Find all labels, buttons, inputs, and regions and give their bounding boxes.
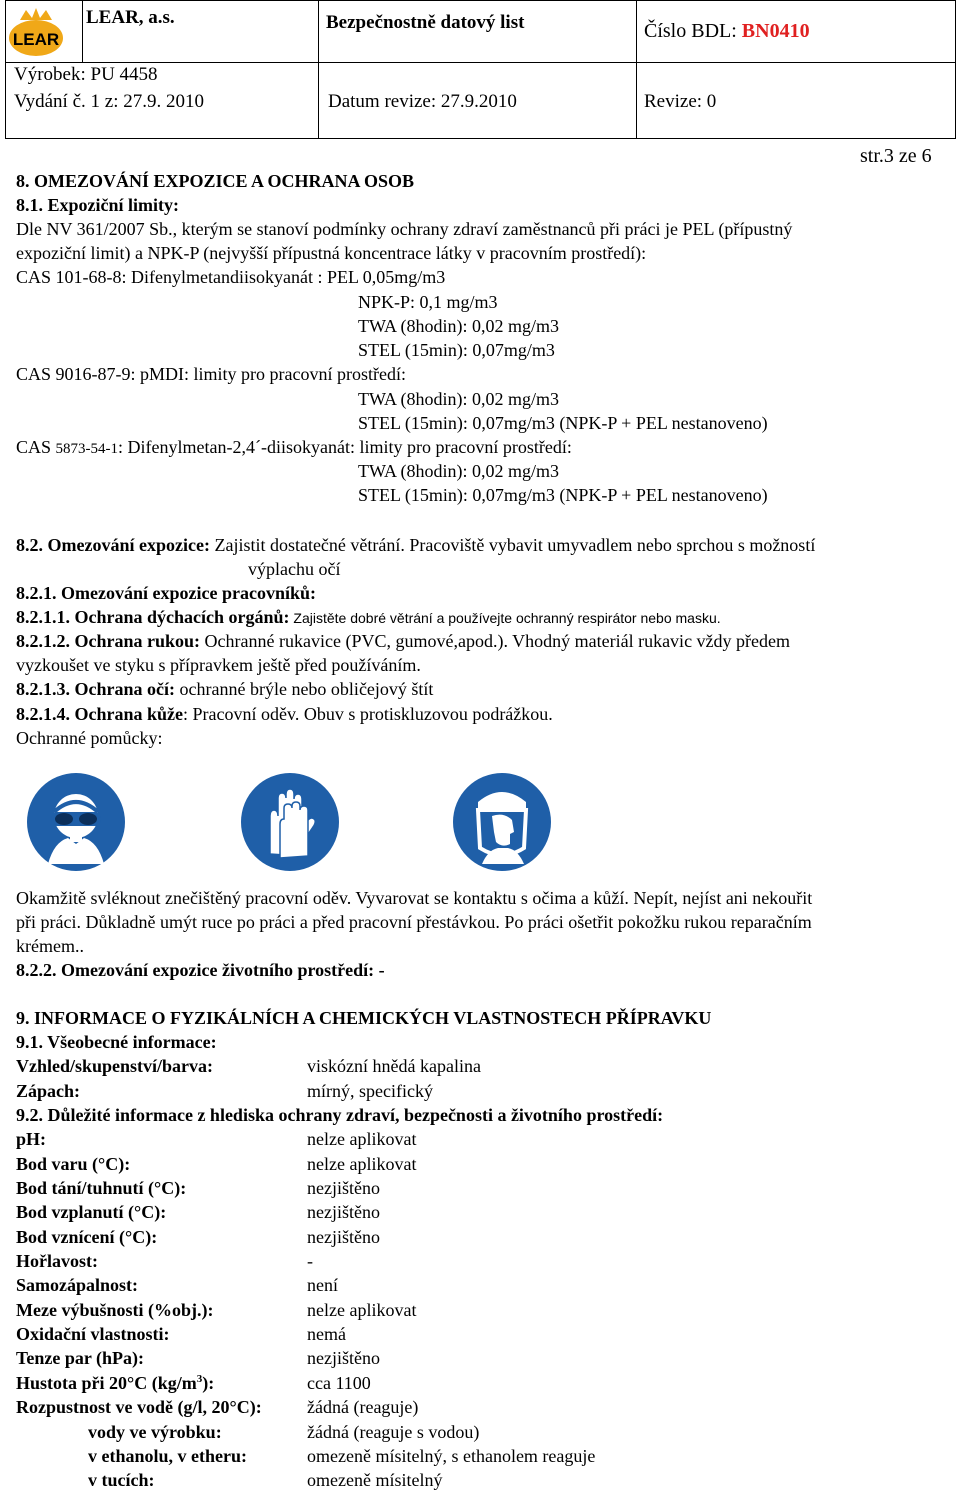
section-8-2-1-1: 8.2.1.1. Ochrana dýchacích orgánů: Zajistěte dobré větrání a používejte ochranný respirátor nebo masku. bbox=[16, 607, 721, 627]
cas-5873-54-1: CAS 5873-54-1: Difenylmetan-2,4´-diisokyanát: limity pro pracovní prostředí: bbox=[16, 437, 572, 457]
property-label: Vzhled/skupenství/barva: bbox=[16, 1056, 214, 1076]
limit-value: TWA (8hodin): 0,02 mg/m3 bbox=[358, 461, 559, 481]
intro-line: Dle NV 361/2007 Sb., kterým se stanoví podmínky ochrany zdraví zaměstnanců při práci je PEL (přípustný bbox=[16, 219, 793, 239]
bdl-number: Číslo BDL: BN0410 bbox=[644, 20, 810, 42]
section-8-2-1: 8.2.1. Omezování expozice pracovníků: bbox=[16, 583, 316, 603]
section-8-2-1-2: 8.2.1.2. Ochrana rukou: Ochranné rukavice (PVC, gumové,apod.). Vhodný materiál rukavic vždy předem bbox=[16, 631, 791, 651]
property-label: Hořlavost: bbox=[16, 1251, 98, 1271]
face-shield-icon bbox=[452, 772, 552, 872]
property-value: nezjištěno bbox=[307, 1202, 380, 1222]
limit-value: STEL (15min): 0,07mg/m3 (NPK-P + PEL nestanoveno) bbox=[358, 413, 768, 433]
limit-value: TWA (8hodin): 0,02 mg/m3 bbox=[358, 389, 559, 409]
section-9-1-title: 9.1. Všeobecné informace: bbox=[16, 1032, 217, 1052]
limit-value: STEL (15min): 0,07mg/m3 (NPK-P + PEL nestanoveno) bbox=[358, 485, 768, 505]
property-value: - bbox=[307, 1251, 313, 1271]
handling-text: při práci. Důkladně umýt ruce po práci a před pracovní přestávkou. Po práci ošetřit pokožku rukou reparačním bbox=[16, 912, 812, 932]
section-8-2-1-2-cont: vyzkoušet ve styku s přípravkem ještě před používáním. bbox=[16, 655, 421, 675]
handling-text: krémem.. bbox=[16, 936, 84, 956]
property-value: cca 1100 bbox=[307, 1373, 371, 1393]
property-label: Bod varu (°C): bbox=[16, 1154, 131, 1174]
property-label: v tucích: bbox=[88, 1470, 155, 1490]
property-label: Meze výbušnosti (%obj.): bbox=[16, 1300, 214, 1320]
limit-value: TWA (8hodin): 0,02 mg/m3 bbox=[358, 316, 559, 336]
document-title: Bezpečnostně datový list bbox=[326, 12, 525, 33]
property-label: Bod vznícení (°C): bbox=[16, 1227, 158, 1247]
eye-protection-icon bbox=[26, 772, 126, 872]
property-value: žádná (reaguje) bbox=[307, 1397, 419, 1417]
section-8-1-title: 8.1. Expoziční limity: bbox=[16, 195, 179, 215]
limit-value: NPK-P: 0,1 mg/m3 bbox=[358, 292, 498, 312]
section-8-2-1-4: 8.2.1.4. Ochrana kůže: Pracovní oděv. Obuv s protiskluzovou podrážkou. bbox=[16, 704, 553, 724]
property-label: vody ve výrobku: bbox=[88, 1422, 222, 1442]
section-8-title: 8. OMEZOVÁNÍ EXPOZICE A OCHRANA OSOB bbox=[16, 171, 415, 191]
property-value: nemá bbox=[307, 1324, 346, 1344]
intro-line: expoziční limit) a NPK-P (nejvyšší přípustná koncentrace látky v pracovním prostředí): bbox=[16, 243, 647, 263]
page-number: str.3 ze 6 bbox=[860, 145, 932, 167]
protective-aids-label: Ochranné pomůcky: bbox=[16, 728, 163, 748]
hand-protection-icon bbox=[240, 772, 340, 872]
property-value: nezjištěno bbox=[307, 1348, 380, 1368]
property-label: pH: bbox=[16, 1129, 47, 1149]
property-label: v ethanolu, v etheru: bbox=[88, 1446, 247, 1466]
section-8-2: 8.2. Omezování expozice: Zajistit dostatečné větrání. Pracoviště vybavit umyvadlem nebo sprchou s možností bbox=[16, 535, 816, 555]
property-value: není bbox=[307, 1275, 338, 1295]
property-value: nezjištěno bbox=[307, 1227, 380, 1247]
property-label: Bod vzplanutí (°C): bbox=[16, 1202, 167, 1222]
handling-text: Okamžitě svléknout znečištěný pracovní oděv. Vyvarovat se kontaktu s očima a kůží. Nepít, nejíst ani nekouřit bbox=[16, 888, 813, 908]
property-label: Rozpustnost ve vodě (g/l, 20°C): bbox=[16, 1397, 262, 1417]
revision-date: Datum revize: 27.9.2010 bbox=[328, 91, 517, 112]
property-value: nelze aplikovat bbox=[307, 1300, 417, 1320]
issue-date: Vydání č. 1 z: 27.9. 2010 bbox=[14, 91, 204, 112]
company-name: LEAR, a.s. bbox=[86, 7, 175, 28]
property-label: Zápach: bbox=[16, 1081, 81, 1101]
cas-9016-87-9: CAS 9016-87-9: pMDI: limity pro pracovní prostředí: bbox=[16, 364, 406, 384]
property-value: nelze aplikovat bbox=[307, 1129, 417, 1149]
property-value: mírný, specifický bbox=[307, 1081, 433, 1101]
property-label: Samozápalnost: bbox=[16, 1275, 139, 1295]
section-9-2-title: 9.2. Důležité informace z hlediska ochrany zdraví, bezpečnosti a životního prostředí: bbox=[16, 1105, 664, 1125]
cas-101-68-8: CAS 101-68-8: Difenylmetandiisokyanát : PEL 0,05mg/m3 bbox=[16, 267, 446, 287]
property-value: žádná (reaguje s vodou) bbox=[307, 1422, 480, 1442]
property-label: Hustota při 20°C $(kg/m^3)$: bbox=[16, 1373, 215, 1393]
property-value: viskózní hnědá kapalina bbox=[307, 1056, 481, 1076]
property-value: nelze aplikovat bbox=[307, 1154, 417, 1174]
limit-value: STEL (15min): 0,07mg/m3 bbox=[358, 340, 555, 360]
property-value: omezeně mísitelný bbox=[307, 1470, 443, 1490]
svg-text:LEAR: LEAR bbox=[12, 30, 60, 49]
property-label: Bod tání/tuhnutí (°C): bbox=[16, 1178, 187, 1198]
property-label: Tenze par (hPa): bbox=[16, 1348, 144, 1368]
property-value: nezjištěno bbox=[307, 1178, 380, 1198]
property-label: Oxidační vlastnosti: bbox=[16, 1324, 170, 1344]
product-name: Výrobek: PU 4458 bbox=[14, 64, 158, 85]
section-8-2-cont: výplachu očí bbox=[248, 559, 341, 579]
revision-number: Revize: 0 bbox=[644, 91, 717, 112]
section-9-title: 9. INFORMACE O FYZIKÁLNÍCH A CHEMICKÝCH VLASTNOSTECH PŘÍPRAVKU bbox=[16, 1008, 712, 1028]
section-8-2-1-3: 8.2.1.3. Ochrana očí: ochranné brýle nebo obličejový štít bbox=[16, 679, 434, 699]
lear-logo-icon bbox=[6, 4, 66, 60]
property-value: omezeně mísitelný, s ethanolem reaguje bbox=[307, 1446, 596, 1466]
section-8-2-2: 8.2.2. Omezování expozice životního prostředí: - bbox=[16, 960, 385, 980]
